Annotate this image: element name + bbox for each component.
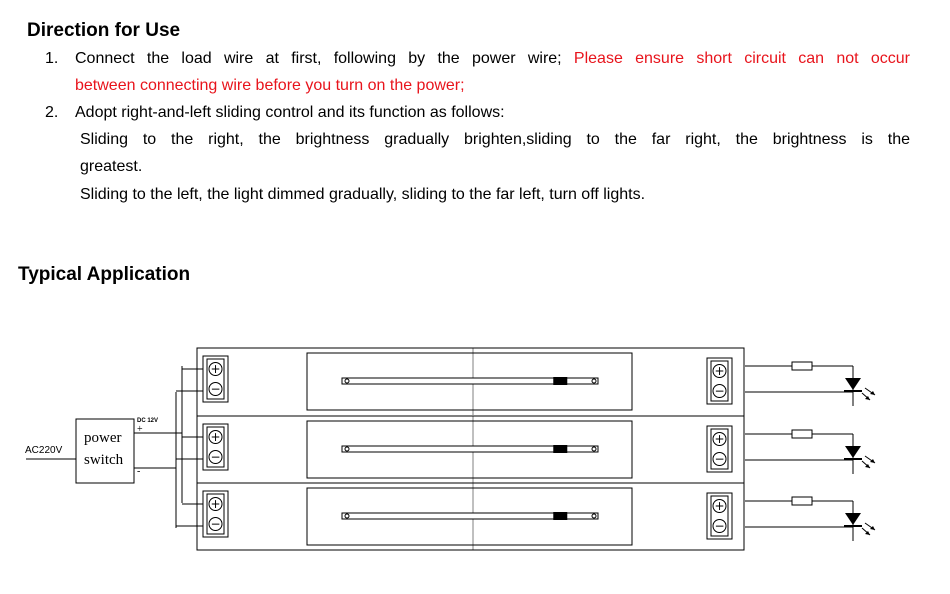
unit-3-input-terminal-minus-sign: − — [210, 517, 221, 531]
dc-minus-sign: - — [137, 466, 141, 477]
item-1-text: Connect the load wire at first, following by the power wire; — [75, 50, 562, 67]
item-2-sub-line3: Sliding to the left, the light dimmed gradually, sliding to the far left, turn off lights. — [80, 186, 646, 203]
dc-label: DC 12V — [137, 418, 159, 424]
item-1-warning-part2: between connecting wire before you turn on the power; — [75, 77, 465, 94]
unit-2-resistor — [792, 430, 812, 438]
unit-1-resistor — [792, 362, 812, 370]
unit-3-slider-knob — [553, 512, 567, 520]
unit-3-output-terminal-plus-sign: + — [714, 499, 725, 513]
ac-label: AC220V — [25, 445, 63, 456]
unit-2-input-terminal-plus-sign: + — [210, 430, 221, 444]
item-2-number: 2. — [45, 104, 59, 121]
unit-1-slider-left-end — [345, 379, 349, 383]
power-switch-box — [76, 419, 134, 483]
direction-title: Direction for Use — [27, 20, 181, 41]
unit-3-led-diode — [845, 513, 861, 525]
unit-1-output-terminal-minus-sign: − — [714, 384, 725, 398]
item-2-sub-line2: greatest. — [80, 158, 143, 175]
unit-3-resistor — [792, 497, 812, 505]
unit-3-slider-right-end — [592, 514, 596, 518]
unit-2-led-diode — [845, 446, 861, 458]
unit-2-input-terminal-minus-sign: − — [210, 450, 221, 464]
switch-label-line2: switch — [84, 452, 124, 468]
item-1-warning-part1: Please ensure short circuit can not occur — [573, 50, 911, 67]
unit-3-output-terminal-minus-sign: − — [714, 519, 725, 533]
unit-1-output-terminal-plus-sign: + — [714, 364, 725, 378]
item-2-text: Adopt right-and-left sliding control and its function as follows: — [75, 104, 505, 121]
switch-label-line1: power — [84, 430, 122, 446]
unit-2-output-terminal-plus-sign: + — [714, 432, 725, 446]
unit-2-slider-left-end — [345, 447, 349, 451]
application-title: Typical Application — [18, 264, 191, 285]
unit-1-input-terminal-minus-sign: − — [210, 382, 221, 396]
unit-2-slider-knob — [553, 445, 567, 453]
unit-2-output-terminal-minus-sign: − — [714, 452, 725, 466]
unit-1-slider-right-end — [592, 379, 596, 383]
item-2-sub-line1: Sliding to the right, the brightness gradually brighten,sliding to the far right, the brightness is the — [80, 131, 910, 148]
unit-1-slider-knob — [553, 377, 567, 385]
dc-plus-sign: + — [137, 424, 143, 435]
unit-2-slider-right-end — [592, 447, 596, 451]
unit-3-slider-left-end — [345, 514, 349, 518]
unit-1-input-terminal-plus-sign: + — [210, 362, 221, 376]
unit-1-led-diode — [845, 378, 861, 390]
item-1-number: 1. — [45, 50, 59, 67]
unit-3-input-terminal-plus-sign: + — [210, 497, 221, 511]
